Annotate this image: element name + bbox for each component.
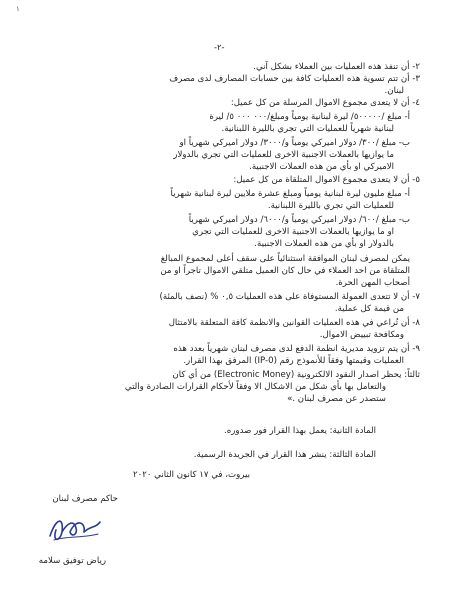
clause-2: ٢- أن تنفذ هذه العمليات بين العملاء بشكل آني. xyxy=(253,62,420,72)
date-line: بيروت، في ١٧ كانون الثاني ٢٠٢٠ xyxy=(132,470,250,480)
clause-7: ٧- أن لا تتعدى العمولة المستوفاة على هذه العمليات ٠,٥ % (نصف بالمئة) xyxy=(159,292,420,302)
clause-5: ٥- أن لا يتعدى مجموع الاموال المتلقاة من كل عميل: xyxy=(233,175,420,185)
clause-5b-cont: بالدولار او بأي من هذه العملات الاجنبية. xyxy=(254,239,394,249)
article-three: المادة الثالثة: ينشر هذا القرار في الجريدة الرسمية. xyxy=(193,450,376,460)
clause-9-cont: العمليات وقيمتها وفقاً للأنموذج رقم (IP-0) المرفق بهذا القرار. xyxy=(183,356,404,366)
clause-5b-cont: او ما يوازيها بالعملات الاجنبية الاخرى للعمليات التي تجري xyxy=(192,227,394,237)
page-number: -٢- xyxy=(214,42,225,52)
clause-3: ٣- أن تتم تسوية هذه العمليات كافة بين حسابات المصارف لدى مصرف xyxy=(169,74,420,84)
clause-4a: أ- مبلغ /٥٠٠٠٠٠/ ليرة لبنانية يومياً ومبلغ/٠٠٠ ٠٠٠ ٥/ ليرة xyxy=(209,112,410,122)
signature-image xyxy=(46,512,106,548)
clause-4a-cont: لبنانية شهرياً للعمليات التي تجري بالليرة اللبنانية. xyxy=(221,124,394,134)
clause-5a: أ- مبلغ مليون ليرة لبنانية يومياً ومبلغ عشرة ملايين ليرة لبنانية شهرياً xyxy=(170,189,410,199)
clause-5a-cont: للعمليات التي تجري بالليرة اللبنانية. xyxy=(267,201,394,211)
clause-third-cont: والتعامل بها بأي شكل من الاشكال الا وفقاً لأحكام القرارات الصادرة والتي xyxy=(124,382,386,392)
clause-third-cont: ستصدر عن مصرف لبنان .» xyxy=(287,394,386,404)
clause-4b-cont: ما يوازيها بالعملات الاجنبية الاخرى للعمليات التي تجري بالدولار xyxy=(173,150,394,160)
clause-8: ٨- أن تُراعي في هذه العمليات القوانين والانظمة كافة المتعلقة بالامتثال xyxy=(168,318,420,328)
clause-9: ٩- أن يتم تزويد مديرية انظمة الدفع لدى مصرف لبنان شهرياً بعدد هذه xyxy=(173,344,420,354)
governor-title: حاكم مصرف لبنان xyxy=(52,494,118,504)
clause-third: ثالثاً: يحظر اصدار النقود الالكترونية (Electronic Money) من أي كان xyxy=(172,370,420,380)
clause-4: ٤- أن لا يتعدى مجموع الاموال المرسلة من كل عميل: xyxy=(230,98,420,108)
clause-5b: ب- مبلغ /٦٠٠/ دولار اميركي يومياً و/٦٠٠٠/ دولار اميركي شهرياً xyxy=(188,215,410,225)
clause-4b: ب- مبلغ /٣٠٠/ دولار اميركي يومياً و/٣٠٠٠/ دولار اميركي شهرياً او xyxy=(179,138,410,148)
governor-name: رياض توفيق سلامه xyxy=(38,556,106,566)
clause-8-cont: ومكافحة تبييض الاموال. xyxy=(319,330,404,340)
clause-4b-cont: الاميركي او بأي من هذه العملات الاجنبية. xyxy=(249,162,394,172)
clause-6: يمكن لمصرف لبنان الموافقة استثنائياً على سقف أعلى لمجموع المبالغ xyxy=(160,254,410,264)
corner-mark: ١ xyxy=(16,5,20,13)
article-two: المادة الثانية: يعمل بهذا القرار فور صدوره. xyxy=(224,426,376,436)
clause-6-cont: أصحاب المهن الحرة. xyxy=(335,278,410,288)
clause-3-cont: لبنان. xyxy=(384,86,404,96)
clause-6-cont: المتلقاة من احد العملاء في حال كان العميل متلقي الاموال تاجراً او من xyxy=(160,266,410,276)
clause-7-cont: من قيمة كل عملية. xyxy=(334,304,404,314)
